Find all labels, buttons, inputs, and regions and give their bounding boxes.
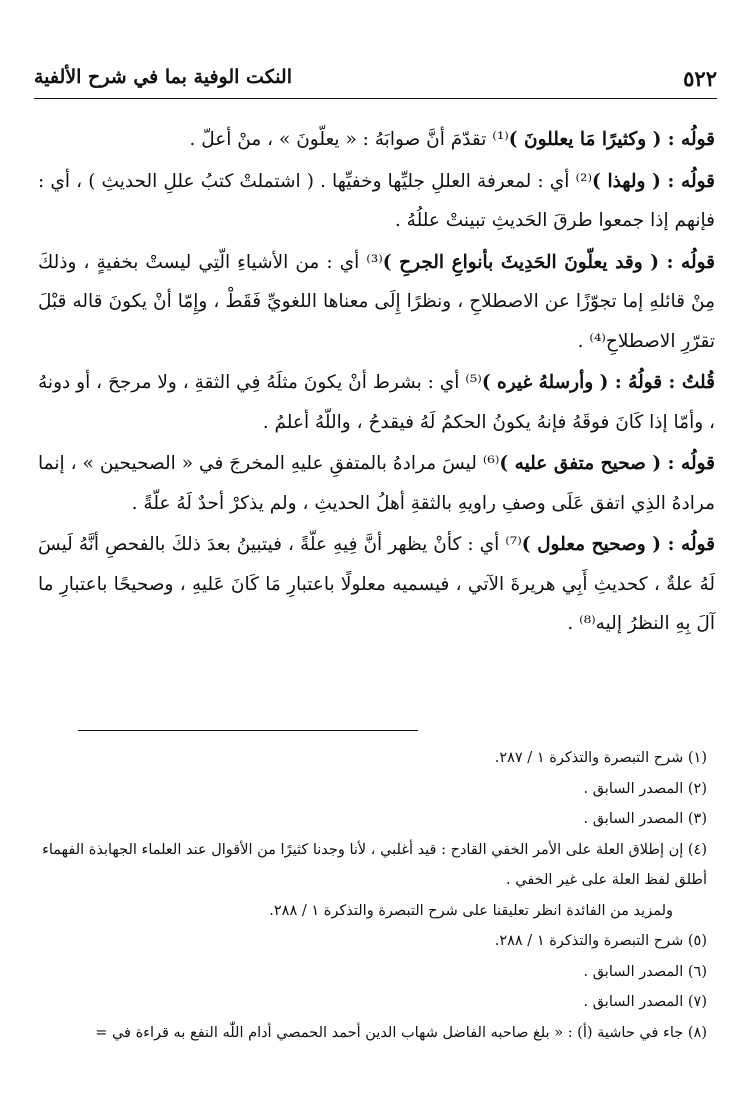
- commentary-text: ⁽⁷⁾ أي : كأنْ يظهر أنَّ فِيهِ علّةً ، فيتبينُ بعدَ ذلكَ بالفحصِ أنَّهُ لَيسَ لَهُ علةٌ ، كحديثِ أَبِي هريرةَ الآتي ، فيسميه معلولًا باعتبارِ مَا كَانَ عَليهِ ، وصحيحًا باعتبارِ ما آلَ بِهِ النظرُ إليه⁽⁸⁾ .: [38, 534, 715, 634]
- commentary-text: ⁽¹⁾ تقدّمَ أنَّ صوابَهُ : « يعلّونَ » ، منْ أعلّ .: [189, 129, 509, 150]
- main-text: [38, 120, 715, 646]
- footnote: (٣) المصدر السابق .: [583, 811, 707, 827]
- footnote: (٨) جاء في حاشية (أ) : « بلغ صاحبه الفاضل شهاب الدين أحمد الحمصي أدام اللّٰه النفع به قراءة في =: [95, 1024, 707, 1041]
- footnote-separator: [78, 730, 418, 731]
- paragraph: [38, 120, 715, 160]
- paragraph: [38, 444, 715, 523]
- footnote: (١) شرح التبصرة والتذكرة ١ / ٢٨٧.: [494, 750, 707, 766]
- footnote: (٥) شرح التبصرة والتذكرة ١ / ٢٨٨.: [494, 933, 707, 949]
- footnote-continuation: ولمزيد من الفائدة انظر تعليقنا على شرح التبصرة والتذكرة ١ / ٢٨٨.: [269, 902, 673, 919]
- footnote: (٢) المصدر السابق .: [583, 780, 707, 797]
- running-title: النكت الوفية بما في شرح الألفية: [34, 66, 292, 88]
- paragraph: [38, 525, 715, 644]
- page-number: ٥٢٢: [683, 66, 717, 91]
- quoted-lemma: قولُه : ( صحيح متفق عليه ): [499, 453, 715, 474]
- page-header: [34, 64, 717, 99]
- commentary-text: ⁽²⁾ أي : لمعرفة العللِ جليِّها وخفيِّها . ( اشتملتْ كتبُ عللِ الحديثِ ) ، أي : فإنهم إذا جمعوا طرقَ الحَديثِ تبينتْ عللُهُ .: [38, 170, 715, 231]
- quoted-lemma: قولُه : ( وقد يعلّونَ الحَدِيثَ بأنواعِ الجرحِ ): [382, 251, 715, 273]
- paragraph: [38, 243, 715, 362]
- commentary-text: ⁽³⁾ أي : من الأشياءِ الّتِي ليستْ بخفيةٍ ، وذلكَ مِنْ قائلهِ إما تجوّزًا عن الاصطلاحِ ، ونظرًا إِلَى معناها اللغويِّ فَقَطْ ، وإِمّا أنْ يكونَ قاله قبْلَ تقرّرِ الاصطلاحِ⁽⁴⁾ .: [38, 251, 715, 352]
- footnote: (٦) المصدر السابق .: [583, 963, 707, 980]
- footnote: (٤) إن إطلاق العلة على الأمر الخفي القادح : قيد أغلبي ، لأنا وجدنا كثيرًا من الأقوال عند العلماء الجهابذة الفهماء أطلق لفظ العلة على غير الخفي .: [42, 841, 707, 888]
- footnotes: [40, 743, 707, 1048]
- quoted-lemma: قولُه : ( وكثيرًا مَا يعللونَ ): [508, 129, 715, 150]
- footnote: (٧) المصدر السابق .: [583, 994, 707, 1010]
- quoted-lemma: قُلتُ : قولُهُ : ( وأرسلهُ غيره ): [481, 372, 715, 393]
- quoted-lemma: قولُه : ( ولهذا ): [592, 170, 715, 192]
- commentary-text: ⁽⁶⁾ ليسَ مرادهُ بالمتفقِ عليهِ المخرجَ في « الصحيحين » ، إنما مرادهُ الذِي اتفق عَلَى وصفِ راويهِ بالثقةِ أهلُ الحديثِ ، ولم يذكرْ أحدٌ لَهُ علّةً .: [38, 453, 715, 514]
- paragraph: [38, 363, 715, 442]
- commentary-text: ⁽⁵⁾ أي : بشرط أنْ يكونَ مثلَهُ فِي الثقةِ ، ولا مرجحَ ، أو دونهُ ، وأمّا إذا كَانَ فوقَهُ فإنهُ يكونُ الحكمُ لَهُ فيقدحُ ، واللّهُ أعلمُ .: [38, 372, 715, 433]
- paragraph: [38, 162, 715, 241]
- quoted-lemma: قولُه : ( وصحيح معلول ): [521, 534, 715, 555]
